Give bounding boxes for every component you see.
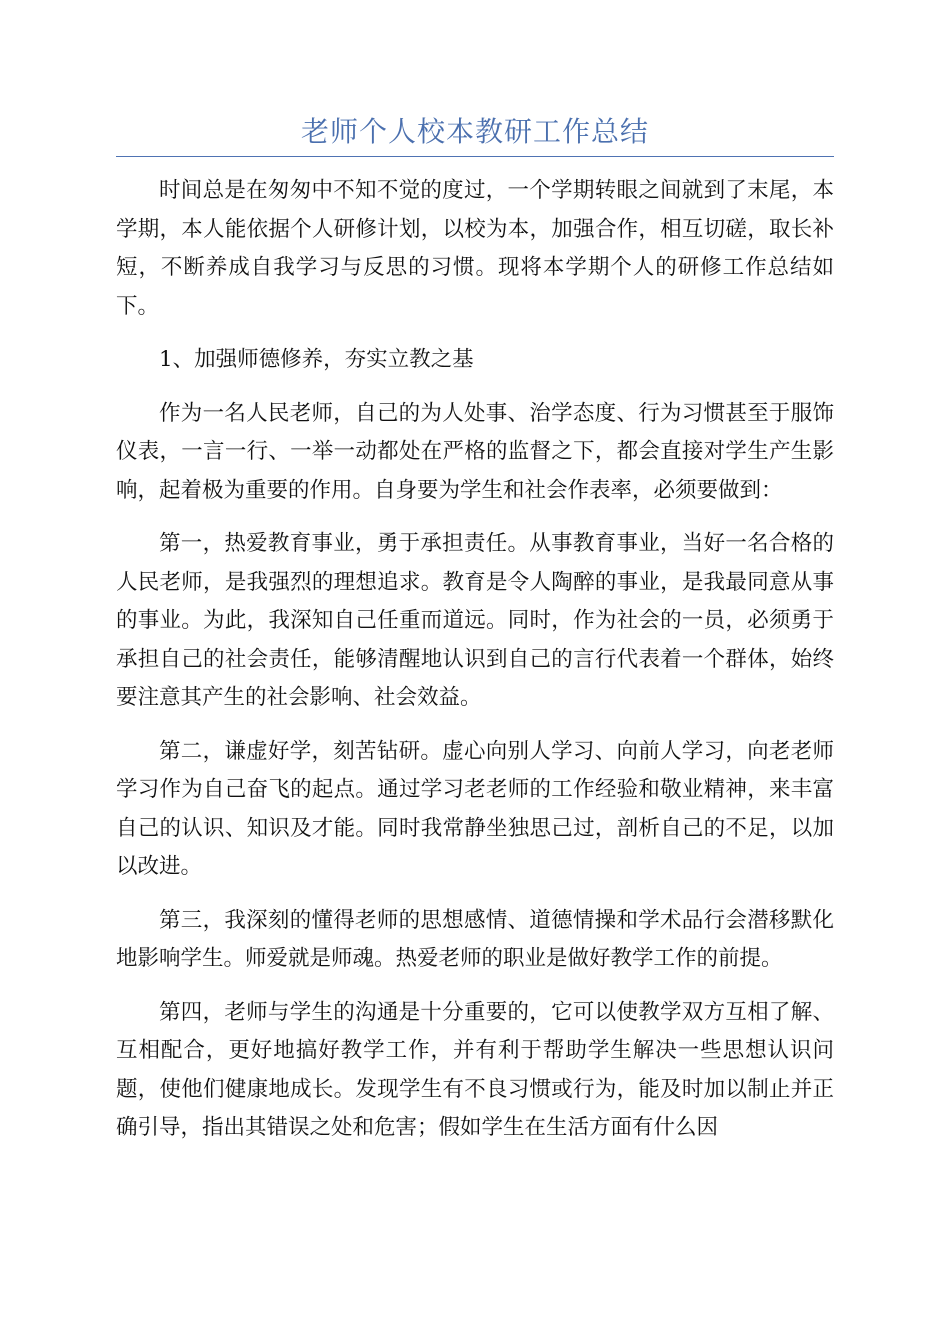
intro-paragraph: 时间总是在匆匆中不知不觉的度过，一个学期转眼之间就到了末尾，本学期，本人能依据个人研修计划，以校为本，加强合作，相互切磋，取长补短，不断养成自我学习与反思的习惯。现将本学期个人的研修工作总结如下。 — [116, 178, 834, 319]
body-paragraph: 第三，我深刻的懂得老师的思想感情、道德情操和学术品行会潜移默化地影响学生。师爱就是师魂。热爱老师的职业是做好教学工作的前提。 — [116, 907, 834, 971]
title-block — [116, 112, 834, 157]
body-paragraph: 作为一名人民老师，自己的为人处事、治学态度、行为习惯甚至于服饰仪表，一言一行、一举一动都处在严格的监督之下，都会直接对学生产生影响，起着极为重要的作用。自身要为学生和社会作表率，必须要做到： — [116, 400, 834, 503]
document-title: 老师个人校本教研工作总结 — [300, 115, 649, 148]
body-paragraph: 第一，热爱教育事业，勇于承担责任。从事教育事业，当好一名合格的人民老师，是我强烈的理想追求。教育是令人陶醉的事业，是我最同意从事的事业。为此，我深知自己任重而道远。同时，作为社会的一员，必须勇于承担自己的社会责任，能够清醒地认识到自己的言行代表着一个群体，始终要注意其产生的社会影响、社会效益。 — [116, 531, 834, 710]
body-paragraph: 第四，老师与学生的沟通是十分重要的，它可以使教学双方互相了解、互相配合，更好地搞好教学工作，并有利于帮助学生解决一些思想认识问题，使他们健康地成长。发现学生有不良习惯或行为，能及时加以制止并正确引导，指出其错误之处和危害；假如学生在生活方面有什么因 — [116, 999, 834, 1140]
document-body — [116, 172, 834, 1163]
section-heading: 1、加强师德修养，夯实立教之基 — [159, 347, 474, 372]
body-paragraph: 第二，谦虚好学，刻苦钻研。虚心向别人学习、向前人学习，向老老师学习作为自己奋飞的起点。通过学习老老师的工作经验和敬业精神，来丰富自己的认识、知识及才能。同时我常静坐独思己过，剖析自己的不足，以加以改进。 — [116, 738, 834, 879]
